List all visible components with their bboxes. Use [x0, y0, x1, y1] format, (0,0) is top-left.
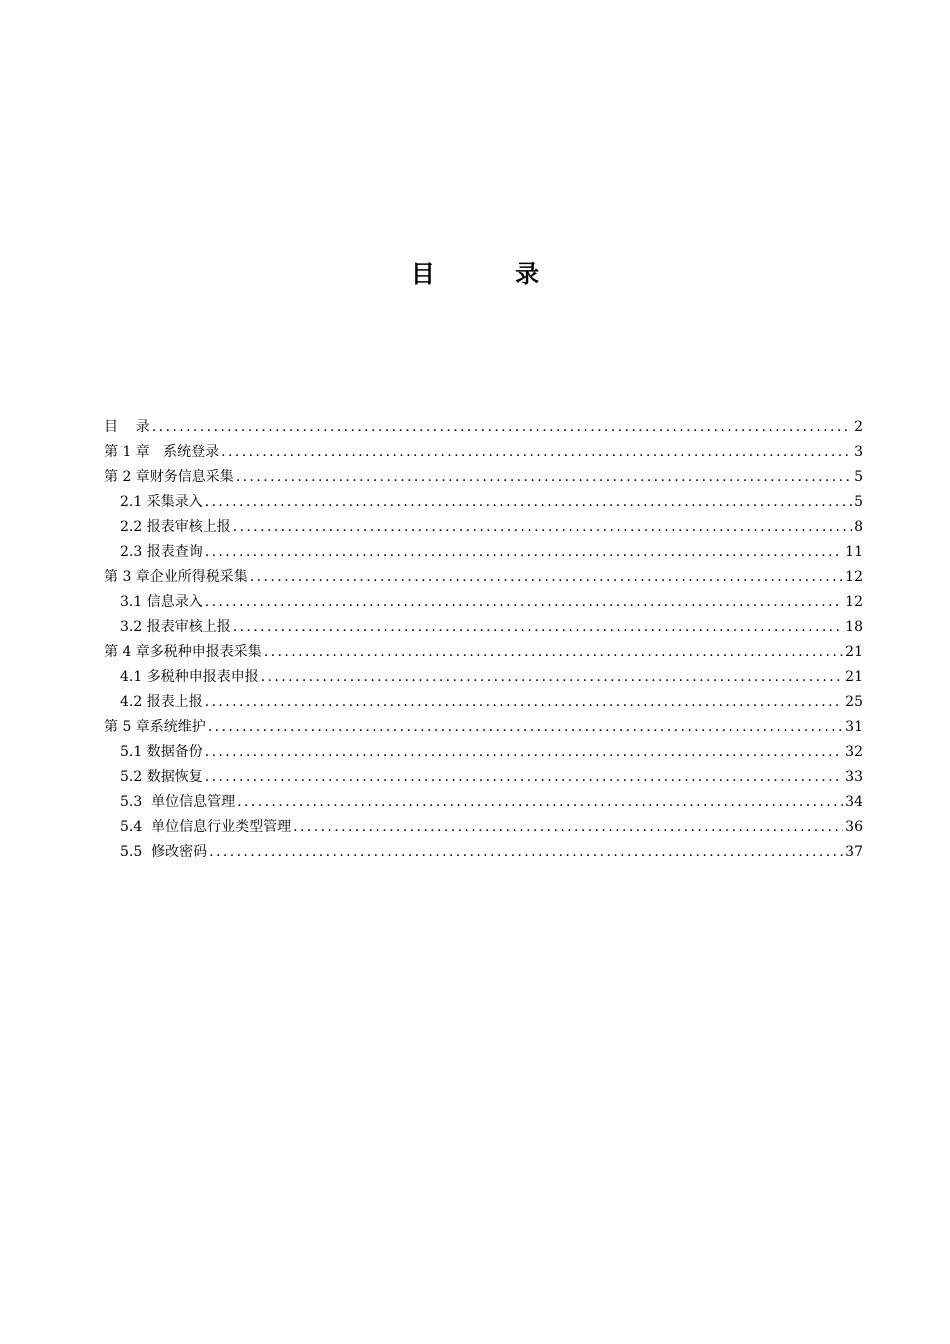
- toc-leader-dots: [209, 842, 843, 862]
- toc-entry-label: 第 5 章系统维护: [104, 719, 206, 735]
- toc-entry[interactable]: [104, 512, 863, 537]
- toc-entry[interactable]: [104, 612, 863, 637]
- toc-leader-dots: [236, 467, 852, 487]
- toc-entry-label: 5.4 单位信息行业类型管理: [120, 819, 292, 835]
- toc-leader-dots: [250, 567, 843, 587]
- toc-entry-label: 第 4 章多税种申报表采集: [104, 644, 262, 660]
- toc-entry[interactable]: [104, 537, 863, 562]
- toc-leader-dots: [293, 817, 843, 837]
- toc-entry-label: 第 2 章财务信息采集: [104, 469, 234, 485]
- toc-entry-label: 5.3 单位信息管理: [120, 794, 236, 810]
- toc-leader-dots: [237, 792, 843, 812]
- toc-entry-page: 37: [845, 844, 863, 860]
- toc-entry-label: 第 3 章企业所得税采集: [104, 569, 248, 585]
- toc-leader-dots: [205, 542, 843, 562]
- toc-entry[interactable]: [104, 687, 863, 712]
- toc-entry[interactable]: [104, 737, 863, 762]
- toc-entry[interactable]: [104, 662, 863, 687]
- toc-leader-dots: [208, 717, 843, 737]
- toc-entry-page: 21: [845, 644, 863, 660]
- toc-entry-label: 3.2 报表审核上报: [120, 619, 231, 635]
- toc-entry-page: 5: [854, 469, 863, 485]
- toc-entry[interactable]: [104, 562, 863, 587]
- toc-entry[interactable]: [104, 412, 863, 437]
- toc-entry-page: 21: [845, 669, 863, 685]
- toc-entry-page: 12: [845, 569, 863, 585]
- toc-entry-page: 31: [845, 719, 863, 735]
- toc-entry-label: 4.2 报表上报: [120, 694, 203, 710]
- toc-entry-page: 18: [845, 619, 863, 635]
- toc-entry-page: 2: [854, 419, 863, 435]
- toc-leader-dots: [264, 642, 843, 662]
- toc-entry[interactable]: [104, 587, 863, 612]
- toc-entry[interactable]: [104, 787, 863, 812]
- toc-entry[interactable]: [104, 712, 863, 737]
- toc-leader-dots: [233, 617, 843, 637]
- toc-entry[interactable]: [104, 637, 863, 662]
- toc-entry[interactable]: [104, 812, 863, 837]
- toc-leader-dots: [205, 592, 843, 612]
- toc-entry-label: 2.3 报表查询: [120, 544, 203, 560]
- toc-leader-dots: [205, 767, 843, 787]
- toc-entry-label: 4.1 多税种申报表申报: [120, 669, 259, 685]
- toc-entry-label: 目 录: [104, 419, 150, 435]
- toc-entry[interactable]: [104, 487, 863, 512]
- toc-entry-page: 12: [845, 594, 863, 610]
- toc-entry-label: 第 1 章 系统登录: [104, 444, 220, 460]
- toc-entry-page: 5: [854, 494, 863, 510]
- toc-leader-dots: [205, 492, 852, 512]
- toc-entry[interactable]: [104, 837, 863, 862]
- toc-leader-dots: [221, 442, 852, 462]
- toc-leader-dots: [261, 667, 843, 687]
- toc-entry[interactable]: [104, 762, 863, 787]
- toc-leader-dots: [205, 692, 843, 712]
- toc-entry-label: 5.2 数据恢复: [120, 769, 203, 785]
- toc-entry-page: 25: [845, 694, 863, 710]
- toc-leader-dots: [152, 417, 852, 437]
- toc-entry-label: 2.2 报表审核上报: [120, 519, 231, 535]
- toc-entry-page: 8: [854, 519, 863, 535]
- toc-entry-label: 5.1 数据备份: [120, 744, 203, 760]
- toc-entry-label: 2.1 采集录入: [120, 494, 203, 510]
- toc-entry[interactable]: [104, 462, 863, 487]
- toc-entry[interactable]: [104, 437, 863, 462]
- toc-entry-label: 3.1 信息录入: [120, 594, 203, 610]
- toc-leader-dots: [233, 517, 852, 537]
- toc-entry-page: 36: [845, 819, 863, 835]
- toc-entry-page: 34: [845, 794, 863, 810]
- toc-entry-page: 32: [845, 744, 863, 760]
- toc-leader-dots: [205, 742, 843, 762]
- toc-entry-label: 5.5 修改密码: [120, 844, 208, 860]
- page-title: 目 录: [410, 260, 576, 288]
- toc-entry-page: 11: [845, 544, 863, 560]
- table-of-contents: [104, 412, 863, 862]
- toc-entry-page: 3: [854, 444, 863, 460]
- toc-entry-page: 33: [845, 769, 863, 785]
